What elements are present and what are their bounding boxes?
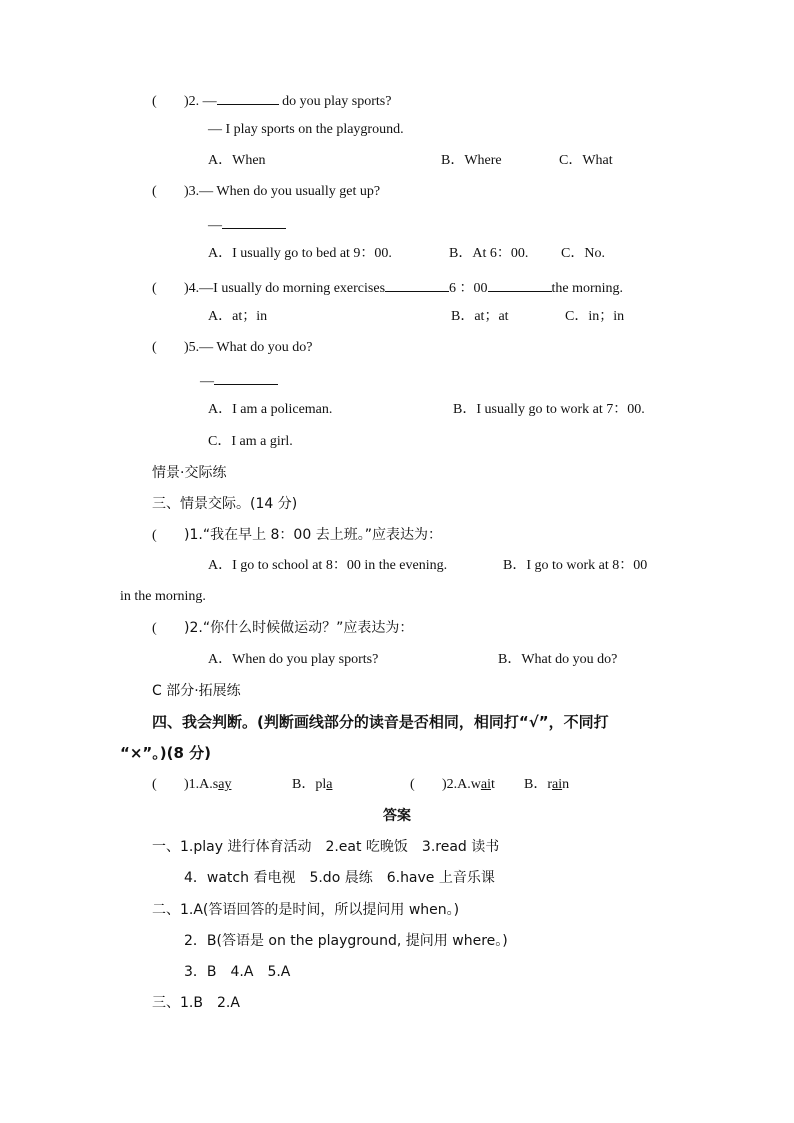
question-5-reply (200, 370, 278, 391)
answer-blank (222, 214, 286, 229)
question-text-mid: 6 ：00 (449, 281, 488, 296)
section-title-continued: “×”。)(8 分) (120, 744, 212, 762)
situation-question-2 (152, 619, 413, 638)
underlined-letters: ai (480, 777, 491, 792)
option-b: B．At 6：00. (449, 246, 529, 261)
question-text: )2.“你什么时候做运动？”应表达为： (184, 620, 414, 636)
question-text: do you play sports? (278, 94, 392, 109)
answer-paren: ( (152, 94, 157, 109)
question-2 (152, 90, 391, 111)
situation-question-1 (152, 526, 442, 545)
section-title: 三、情景交际。(14 分) (152, 496, 298, 512)
option-a: A．When (208, 153, 266, 168)
answer-line: 3．B 4.A 5.A (184, 964, 291, 980)
option-text-end: n (562, 777, 570, 792)
underlined-letters: ay (218, 777, 232, 792)
question-text: )4.—I usually do morning exercises (184, 281, 386, 296)
question-text: )1.“我在早上 8：00 去上班。”应表达为： (184, 527, 442, 543)
question-3 (152, 183, 380, 201)
option-c: C．What (559, 153, 613, 168)
option-a: A．When do you play sports? (208, 652, 379, 667)
question-text: )5.— What do you do? (184, 340, 313, 355)
section-label: 情景·交际练 (152, 465, 227, 481)
option-b: B．Where (441, 153, 502, 168)
option-b-continued: in the morning. (120, 589, 206, 604)
judge-question-1 (152, 776, 231, 794)
dash: — (200, 374, 214, 389)
question-text-end: the morning. (551, 281, 624, 296)
answer-paren: ( (152, 340, 157, 355)
answer-line: 三、1.B 2.A (152, 995, 240, 1011)
option-b: B．What do you do? (498, 652, 618, 667)
judge-option-b (292, 776, 332, 794)
answer-paren: ( (152, 281, 157, 296)
answer-blank (214, 370, 278, 385)
judge-question-2 (410, 776, 495, 794)
option-a: A．I usually go to bed at 9：00. (208, 246, 392, 261)
underlined-letters: a (326, 777, 333, 792)
question-text: )1.A.s (184, 777, 219, 792)
question-3-reply (208, 214, 286, 235)
judge-option-b (524, 776, 569, 794)
question-number: )2. — (184, 94, 217, 109)
answer-paren: ( (410, 777, 415, 792)
section-label: C 部分·拓展练 (152, 683, 241, 699)
option-b: B．I usually go to work at 7：00. (453, 402, 645, 417)
underlined-letters: ai (552, 777, 563, 792)
option-c: C．No. (561, 246, 605, 261)
answer-line: 2．B(答语是 on the playground, 提问用 where。) (184, 933, 508, 949)
answer-blank (385, 277, 449, 292)
dash: — (208, 218, 222, 233)
answer-blank (217, 90, 279, 105)
answers-heading: 答案 (383, 808, 411, 824)
section-title: 四、我会判断。(判断画线部分的读音是否相同，相同打“√”，不同打 (152, 713, 609, 731)
question-2-answer: — I play sports on the playground. (208, 122, 404, 137)
answer-paren: ( (152, 777, 157, 792)
question-text-end: t (491, 777, 495, 792)
option-a: A．I am a policeman. (208, 402, 333, 417)
question-text: )3.— When do you usually get up? (184, 184, 381, 199)
option-text: B．pl (292, 777, 327, 792)
answer-blank (488, 277, 552, 292)
option-text: B．r (524, 777, 552, 792)
answer-line: 一、1.play 进行体育活动 2.eat 吃晚饭 3.read 读书 (152, 839, 500, 855)
answer-line: 4．watch 看电视 5.do 晨练 6.have 上音乐课 (184, 870, 495, 886)
option-a: A．I go to school at 8：00 in the evening. (208, 558, 448, 573)
option-c: C．in；in (565, 309, 625, 324)
question-text: )2.A.w (442, 777, 481, 792)
option-a: A．at；in (208, 309, 268, 324)
question-4 (152, 277, 623, 298)
option-b: B．at；at (451, 309, 509, 324)
answer-paren: ( (152, 621, 157, 636)
answer-paren: ( (152, 184, 157, 199)
answer-line: 二、1.A(答语回答的是时间，所以提问用 when。) (152, 902, 460, 918)
option-b: B．I go to work at 8：00 (503, 558, 648, 573)
question-5 (152, 339, 312, 357)
answer-paren: ( (152, 528, 157, 543)
option-c: C．I am a girl. (208, 434, 293, 449)
